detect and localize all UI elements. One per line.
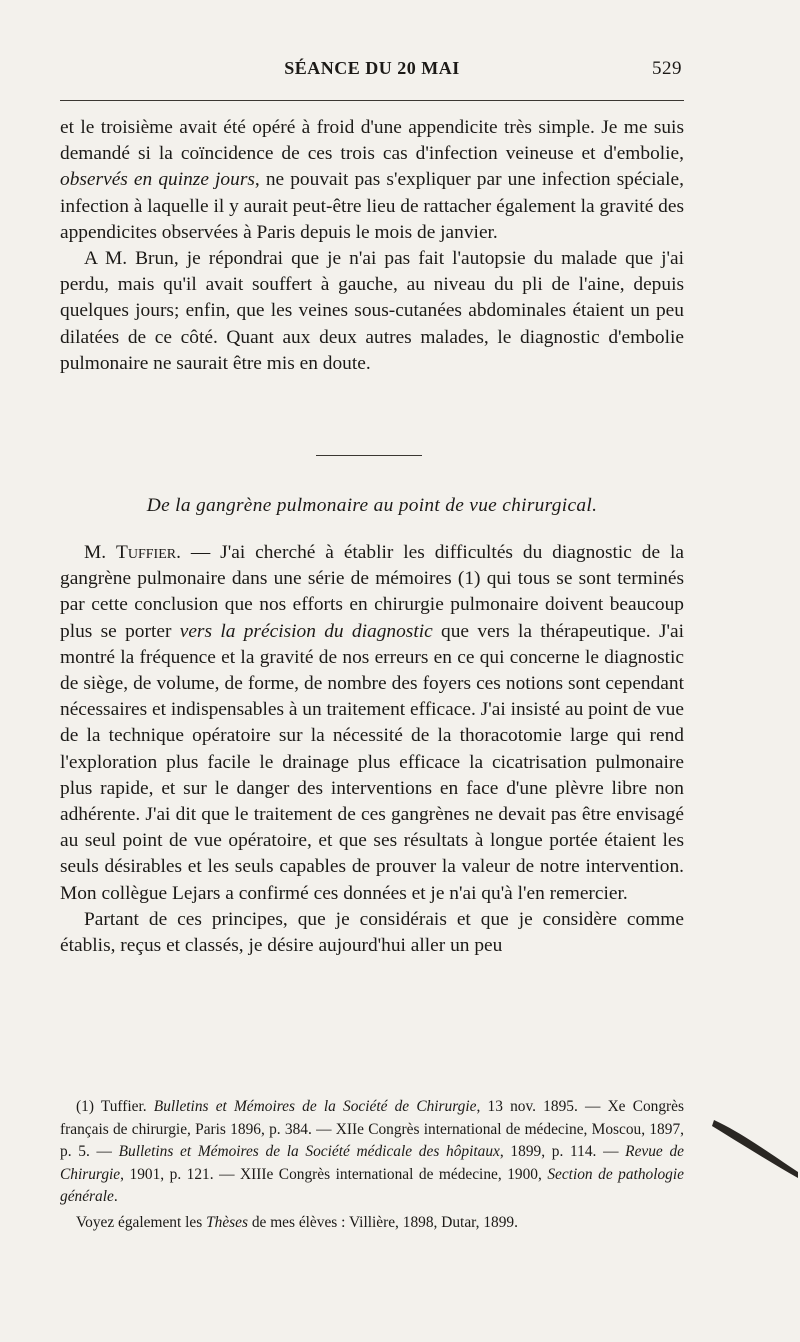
page-number: 529 xyxy=(652,58,682,79)
footnote-1: (1) Tuffier. Bulletins et Mémoires de la Société de Chirurgie, 13 nov. 1895. — Xe Congrès français de chirurgie, Paris 1896, p. 384. — XIIe Congrès international de médecine, Moscou, 1897, p. 5. — Bulletins et Mémoires de la Société médicale des hôpitaux, 1899, p. 114. — Revue de Chirurgie, 1901, p. 121. — XIIIe Congrès international de médecine, 1900, Section de pathologie générale. xyxy=(60,1098,684,1205)
text-block-lower xyxy=(60,540,684,959)
header-rule xyxy=(60,100,684,101)
ink-smudge-shape xyxy=(712,1120,798,1178)
running-header xyxy=(60,58,684,86)
footnote-2: Voyez également les Thèses de mes élèves : Villière, 1898, Dutar, 1899. xyxy=(76,1213,518,1231)
section-title: De la gangrène pulmonaire au point de vue chirurgical. xyxy=(146,495,598,516)
footnotes xyxy=(60,1096,684,1234)
paragraph-4: Partant de ces principes, que je considérais et que je considère comme établis, reçus et classés, je désire aujourd'hui aller un peu xyxy=(60,908,684,957)
paragraph-2: A M. Brun, je répondrai que je n'ai pas fait l'autopsie du malade que j'ai perdu, mais qu'il avait souffert à gauche, au niveau du pli de l'aine, depuis quelques jours; enfin, que les veines sous-cutanées abdominales étaient un peu dilatées de ce côté. Quant aux deux autres malades, le diagnostic d'embolie pulmonaire ne saurait être mis en doute. xyxy=(60,248,684,374)
speaker-name: Tuffier. xyxy=(116,542,181,563)
header-title: SÉANCE DU 20 MAI xyxy=(284,58,460,78)
text-block-upper xyxy=(60,115,684,377)
paragraph-3: M. Tuffier. — J'ai cherché à établir les difficultés du diagnostic de la gangrène pulmonaire dans une série de mémoires (1) qui tous se sont terminés par cette conclusion que nos efforts en chirurgie pulmonaire doivent beaucoup plus se porter vers la précision du diagnostic que vers la thérapeutique. J'ai montré la fréquence et la gravité de nos erreurs en ce qui concerne le diagnostic de siège, de volume, de forme, de nombre des foyers ces notions sont cependant nécessaires et indispensables à un traitement efficace. J'ai insisté au point de vue de la technique opératoire sur la nécessité de la thoracotomie large qui rend l'exploration plus facile le drainage plus efficace la cicatrisation pulmonaire plus rapide, et sur le danger des interventions en face d'une plèvre libre non adhérente. J'ai dit que le traitement de ces gangrènes ne devait pas être envisagé au seul point de vue opératoire, et que ses résultats à longue portée étaient les seuls désirables et les seuls capables de prouver la valeur de notre intervention. Mon collègue Lejars a confirmé ces données et je n'ai qu'à l'en remercier. xyxy=(60,542,685,904)
paragraph-1: et le troisième avait été opéré à froid d'une appendicite très simple. Je me suis demandé si la coïncidence de ces trois cas d'infection veineuse et d'embolie, observés en quinze jours, ne pouvait pas s'expliquer par une infection spéciale, infection à laquelle il y aurait peut-être lieu de rattacher également la gravité des appendicites observées à Paris depuis le mois de janvier. xyxy=(60,117,684,243)
section-separator xyxy=(316,455,422,456)
ink-smudge xyxy=(710,1112,800,1182)
